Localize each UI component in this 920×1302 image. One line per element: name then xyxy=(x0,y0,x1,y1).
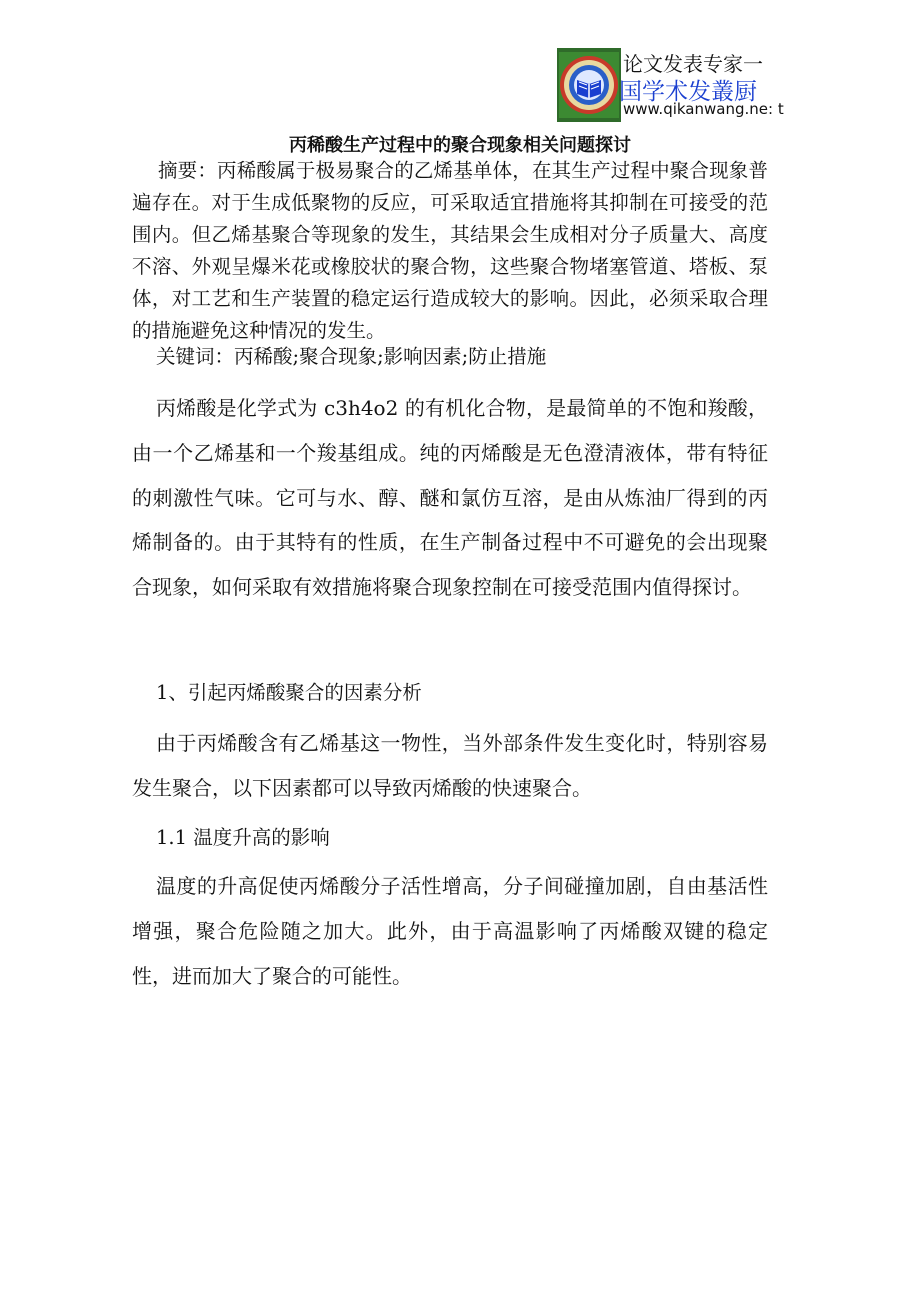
logo-url: www.qikanwang.ne: t xyxy=(623,100,784,118)
keywords-line: 关键词：丙稀酸;聚合现象;影响因素;防止措施 xyxy=(156,345,547,368)
intro-paragraph: 丙烯酸是化学式为 c3h4o2 的有机化合物，是最简单的不饱和羧酸，由一个乙烯基和一个羧基组成。纯的丙烯酸是无色澄清液体，带有特征的刺激性气味。它可与水、醇、醚和氯仿互溶，是由从炼油厂得到的丙烯制备的。由于其特有的性质，在生产制备过程中不可避免的会出现聚合现象，如何采取有效措施将聚合现象控制在可接受范围内值得探讨。 xyxy=(132,396,768,600)
logo-slogan-line2: 国学术发叢厨 xyxy=(619,79,757,105)
seal-logo-icon xyxy=(557,48,621,122)
page-title: 丙稀酸生产过程中的聚合现象相关问题探讨 xyxy=(289,135,631,156)
abstract-paragraph: 摘要：丙稀酸属于极易聚合的乙烯基单体，在其生产过程中聚合现象普遍存在。对于生成低聚物的反应，可采取适宜措施将其抑制在可接受的范围内。但乙烯基聚合等现象的发生，其结果会生成相对分子质量大、高度不溶、外观呈爆米花或橡胶状的聚合物，这些聚合物堵塞管道、塔板、泵体，对工艺和生产装置的稳定运行造成较大的影响。因此，必须采取合理的措施避免这种情况的发生。 xyxy=(132,159,768,342)
section-1-1-paragraph: 温度的升高促使丙烯酸分子活性增高，分子间碰撞加剧，自由基活性增强，聚合危险随之加大。此外，由于高温影响了丙烯酸双键的稳定性，进而加大了聚合的可能性。 xyxy=(132,874,768,988)
section-1-1-heading: 1.1 温度升高的影响 xyxy=(156,826,330,849)
section-1-heading: 1、引起丙烯酸聚合的因素分析 xyxy=(156,681,422,704)
header-logo xyxy=(557,48,784,122)
logo-slogan-line1: 论文发表专家一 xyxy=(623,52,763,76)
section-1-paragraph: 由于丙烯酸含有乙烯基这一物性，当外部条件发生变化时，特别容易发生聚合，以下因素都可以导致丙烯酸的快速聚合。 xyxy=(132,731,768,800)
